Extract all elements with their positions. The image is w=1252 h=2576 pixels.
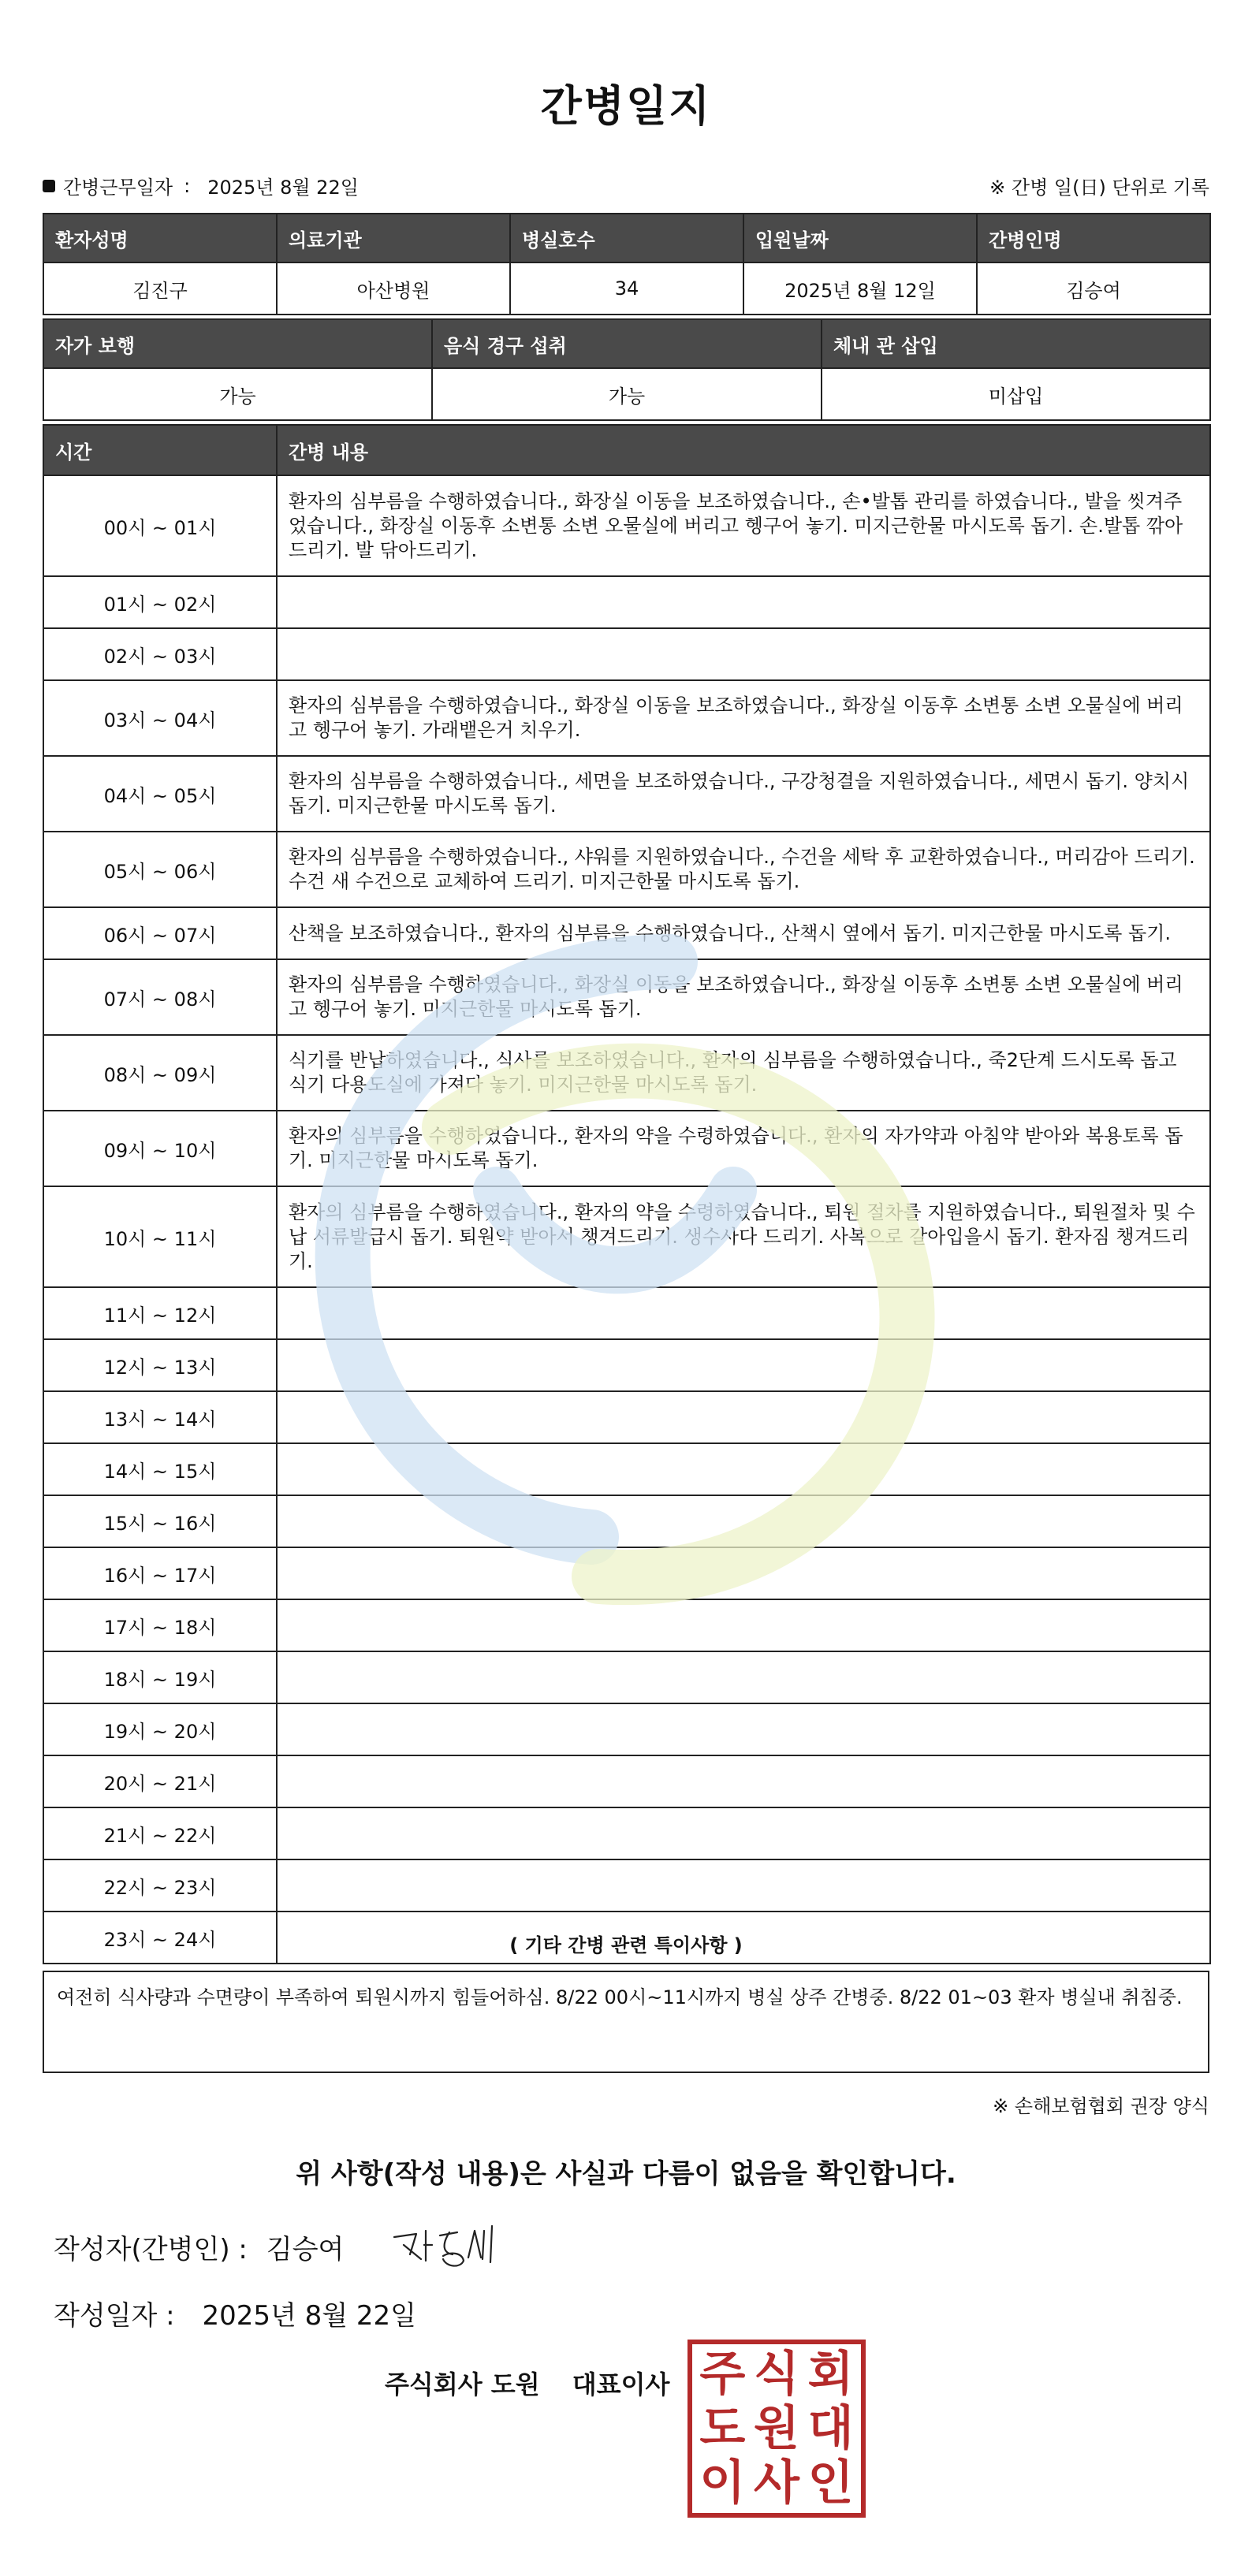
care-log-time: 23시 ~ 24시 [43,1912,277,1964]
care-log-row [43,1186,1210,1287]
care-log-time: 10시 ~ 11시 [43,1186,277,1287]
header-time: 시간 [43,425,277,475]
care-log-content [277,1391,1210,1443]
care-log-row [43,1547,1210,1599]
care-log-content: 환자의 심부름을 수행하였습니다., 환자의 약을 수령하였습니다., 환자의 자가약과 아침약 받아와 복용토록 돕기. 미지근한물 마시도록 돕기. [277,1111,1210,1186]
written-date-line [54,2294,416,2332]
care-log-time: 15시 ~ 16시 [43,1495,277,1547]
care-log-time: 21시 ~ 22시 [43,1807,277,1859]
care-log-time: 16시 ~ 17시 [43,1547,277,1599]
handwritten-signature-icon [386,2213,512,2276]
care-log-row [43,1443,1210,1495]
author-label: 작성자(간병인) : [54,2234,248,2265]
seal-glyph: 회 [807,2347,854,2403]
care-log-content [277,1651,1210,1703]
care-log-row [43,628,1210,680]
page-title: 간병일지 [540,81,712,131]
care-log-row [43,1755,1210,1807]
care-log-time: 03시 ~ 04시 [43,680,277,756]
seal-glyph: 주 [699,2347,746,2403]
patient-info-header-row [43,214,1210,262]
hospital-value: 아산병원 [277,262,510,315]
care-log-content [277,1807,1210,1859]
header-hospital: 의료기관 [277,214,510,262]
patient-status-header-row [43,319,1210,368]
care-log-content: 환자의 심부름을 수행하였습니다., 화장실 이동을 보조하였습니다., 화장실 이동후 소변통 소변 오물실에 버리고 헹구어 놓기. 가래뱉은거 치우기. [277,680,1210,756]
care-log-time: 11시 ~ 12시 [43,1287,277,1339]
care-log-time: 08시 ~ 09시 [43,1035,277,1111]
seal-glyph: 사 [754,2455,799,2511]
care-log-time: 01시 ~ 02시 [43,576,277,628]
patient-status-value-row [43,368,1210,420]
care-log-body [43,475,1210,1964]
seal-glyph: 이 [699,2455,746,2511]
form-source-footnote: ※ 손해보험협회 권장 양식 [993,2095,1209,2117]
care-log-row [43,1859,1210,1912]
care-log-time: 04시 ~ 05시 [43,756,277,832]
care-log-content [277,1703,1210,1755]
care-log-time: 05시 ~ 06시 [43,832,277,907]
header-patient-name: 환자성명 [43,214,277,262]
care-log-row [43,1495,1210,1547]
care-log-content: 식기를 반납하였습니다., 식사를 보조하였습니다., 환자의 심부름을 수행하였습니다., 죽2단계 드시도록 돕고 식기 다용도실에 가져다 놓기. 미지근한물 마시도록 돕기. [277,1035,1210,1111]
care-log-time: 12시 ~ 13시 [43,1339,277,1391]
seal-glyph: 원 [754,2400,799,2456]
care-log-content [277,1859,1210,1912]
header-self-walking: 자가 보행 [43,319,432,368]
care-date-line [43,172,359,199]
oral-intake-value: 가능 [432,368,822,420]
seal-glyph: 대 [807,2400,854,2456]
care-log-row [43,1339,1210,1391]
care-log-content [277,1755,1210,1807]
self-walking-value: 가능 [43,368,432,420]
care-log-time: 13시 ~ 14시 [43,1391,277,1443]
author-line [54,2228,344,2266]
care-log-time: 00시 ~ 01시 [43,475,277,576]
care-log-time: 17시 ~ 18시 [43,1599,277,1651]
care-log-row [43,1651,1210,1703]
written-date-value: 2025년 8월 22일 [202,2300,417,2332]
care-log-row [43,1807,1210,1859]
care-log-row [43,1287,1210,1339]
care-log-row [43,1599,1210,1651]
care-date-colon: : [184,174,191,197]
care-log-time: 20시 ~ 21시 [43,1755,277,1807]
care-log-header-row [43,425,1210,475]
care-log-content [277,628,1210,680]
header-caregiver-name: 간병인명 [977,214,1210,262]
confirmation-statement: 위 사항(작성 내용)은 사실과 다름이 없음을 확인합니다. [296,2158,956,2190]
record-unit-note: ※ 간병 일(日) 단위로 기록 [989,177,1209,199]
care-date-value: 2025년 8월 22일 [207,177,359,199]
care-log-content: 환자의 심부름을 수행하였습니다., 환자의 약을 수령하였습니다., 퇴원 절차를 지원하였습니다., 퇴원절차 및 수납 서류발급시 돕기. 퇴원약 받아서 챙겨드리기. 생수사다 드리기. 사복으로 갈아입을시 돕기. 환자짐 챙겨드리기. [277,1186,1210,1287]
written-date-label: 작성일자 : [54,2300,175,2332]
patient-status-table [43,318,1211,421]
care-log-row [43,1703,1210,1755]
seal-glyph: 식 [754,2347,799,2403]
patient-info-value-row [43,262,1210,315]
care-log-content: 산책을 보조하였습니다., 환자의 심부름을 수행하였습니다., 산책시 옆에서 돕기. 미지근한물 마시도록 돕기. [277,907,1210,959]
care-log-time: 22시 ~ 23시 [43,1859,277,1912]
care-log-time: 09시 ~ 10시 [43,1111,277,1186]
care-log-row [43,1035,1210,1111]
patient-name-value: 김진구 [43,262,277,315]
care-log-content [277,1547,1210,1599]
care-log-table [43,424,1211,1964]
seal-glyph: 도 [699,2400,746,2456]
square-bullet-icon [43,180,55,192]
care-log-time: 02시 ~ 03시 [43,628,277,680]
seal-glyph: 인 [807,2455,854,2511]
room-number-value: 34 [510,262,743,315]
care-log-time: 18시 ~ 19시 [43,1651,277,1703]
care-log-time: 14시 ~ 15시 [43,1443,277,1495]
admission-date-value: 2025년 8월 12일 [743,262,977,315]
company-signature-line [385,2365,669,2401]
care-log-row [43,959,1210,1035]
company-role: 대표이사 [572,2369,670,2399]
care-log-row [43,475,1210,576]
special-notes-title: ( 기타 간병 관련 특이사항 ) [509,1934,743,1956]
care-log-content: 환자의 심부름을 수행하였습니다., 샤워를 지원하였습니다., 수건을 세탁 후 교환하였습니다., 머리감아 드리기. 수건 새 수건으로 교체하여 드리기. 미지근한물 마시도록 돕기. [277,832,1210,907]
header-tube-insertion: 체내 관 삽입 [822,319,1210,368]
care-log-time: 06시 ~ 07시 [43,907,277,959]
care-log-row [43,756,1210,832]
care-log-time: 07시 ~ 08시 [43,959,277,1035]
header-oral-intake: 음식 경구 섭취 [432,319,822,368]
tube-insertion-value: 미삽입 [822,368,1210,420]
care-log-content [277,1599,1210,1651]
care-log-content: 환자의 심부름을 수행하였습니다., 화장실 이동을 보조하였습니다., 손•발톱 관리를 하였습니다., 발을 씻겨주었습니다., 화장실 이동후 소변통 소변 오물실에 버리고 헹구어 놓기. 미지근한물 마시도록 돕기. 손.발톱 깎아 드리기. 발 닦아드리기. [277,475,1210,576]
care-log-row [43,832,1210,907]
patient-info-table [43,213,1211,315]
care-log-row [43,680,1210,756]
care-date-label: 간병근무일자 [63,177,173,199]
company-name: 주식회사 도원 [385,2369,540,2399]
care-log-content [277,1495,1210,1547]
caregiver-name-value: 김승여 [977,262,1210,315]
care-log-content [277,1339,1210,1391]
care-log-content [277,576,1210,628]
care-log-row [43,907,1210,959]
company-seal-stamp [687,2340,866,2518]
care-log-row [43,576,1210,628]
author-name: 김승여 [266,2234,345,2265]
header-admission-date: 입원날짜 [743,214,977,262]
care-log-content [277,1287,1210,1339]
care-log-content [277,1443,1210,1495]
care-log-time: 19시 ~ 20시 [43,1703,277,1755]
special-notes-box: 여전히 식사량과 수면량이 부족하여 퇴원시까지 힘들어하심. 8/22 00시~11시까지 병실 상주 간병중. 8/22 01~03 환자 병실내 취침중. [43,1971,1209,2073]
care-log-content: 환자의 심부름을 수행하였습니다., 화장실 이동을 보조하였습니다., 화장실 이동후 소변통 소변 오물실에 버리고 헹구어 놓기. 미지근한물 마시도록 돕기. [277,959,1210,1035]
header-care-content: 간병 내용 [277,425,1210,475]
care-log-row [43,1111,1210,1186]
header-room-number: 병실호수 [510,214,743,262]
care-log-row [43,1391,1210,1443]
care-log-content: 환자의 심부름을 수행하였습니다., 세면을 보조하였습니다., 구강청결을 지원하였습니다., 세면시 돕기. 양치시 돕기. 미지근한물 마시도록 돕기. [277,756,1210,832]
